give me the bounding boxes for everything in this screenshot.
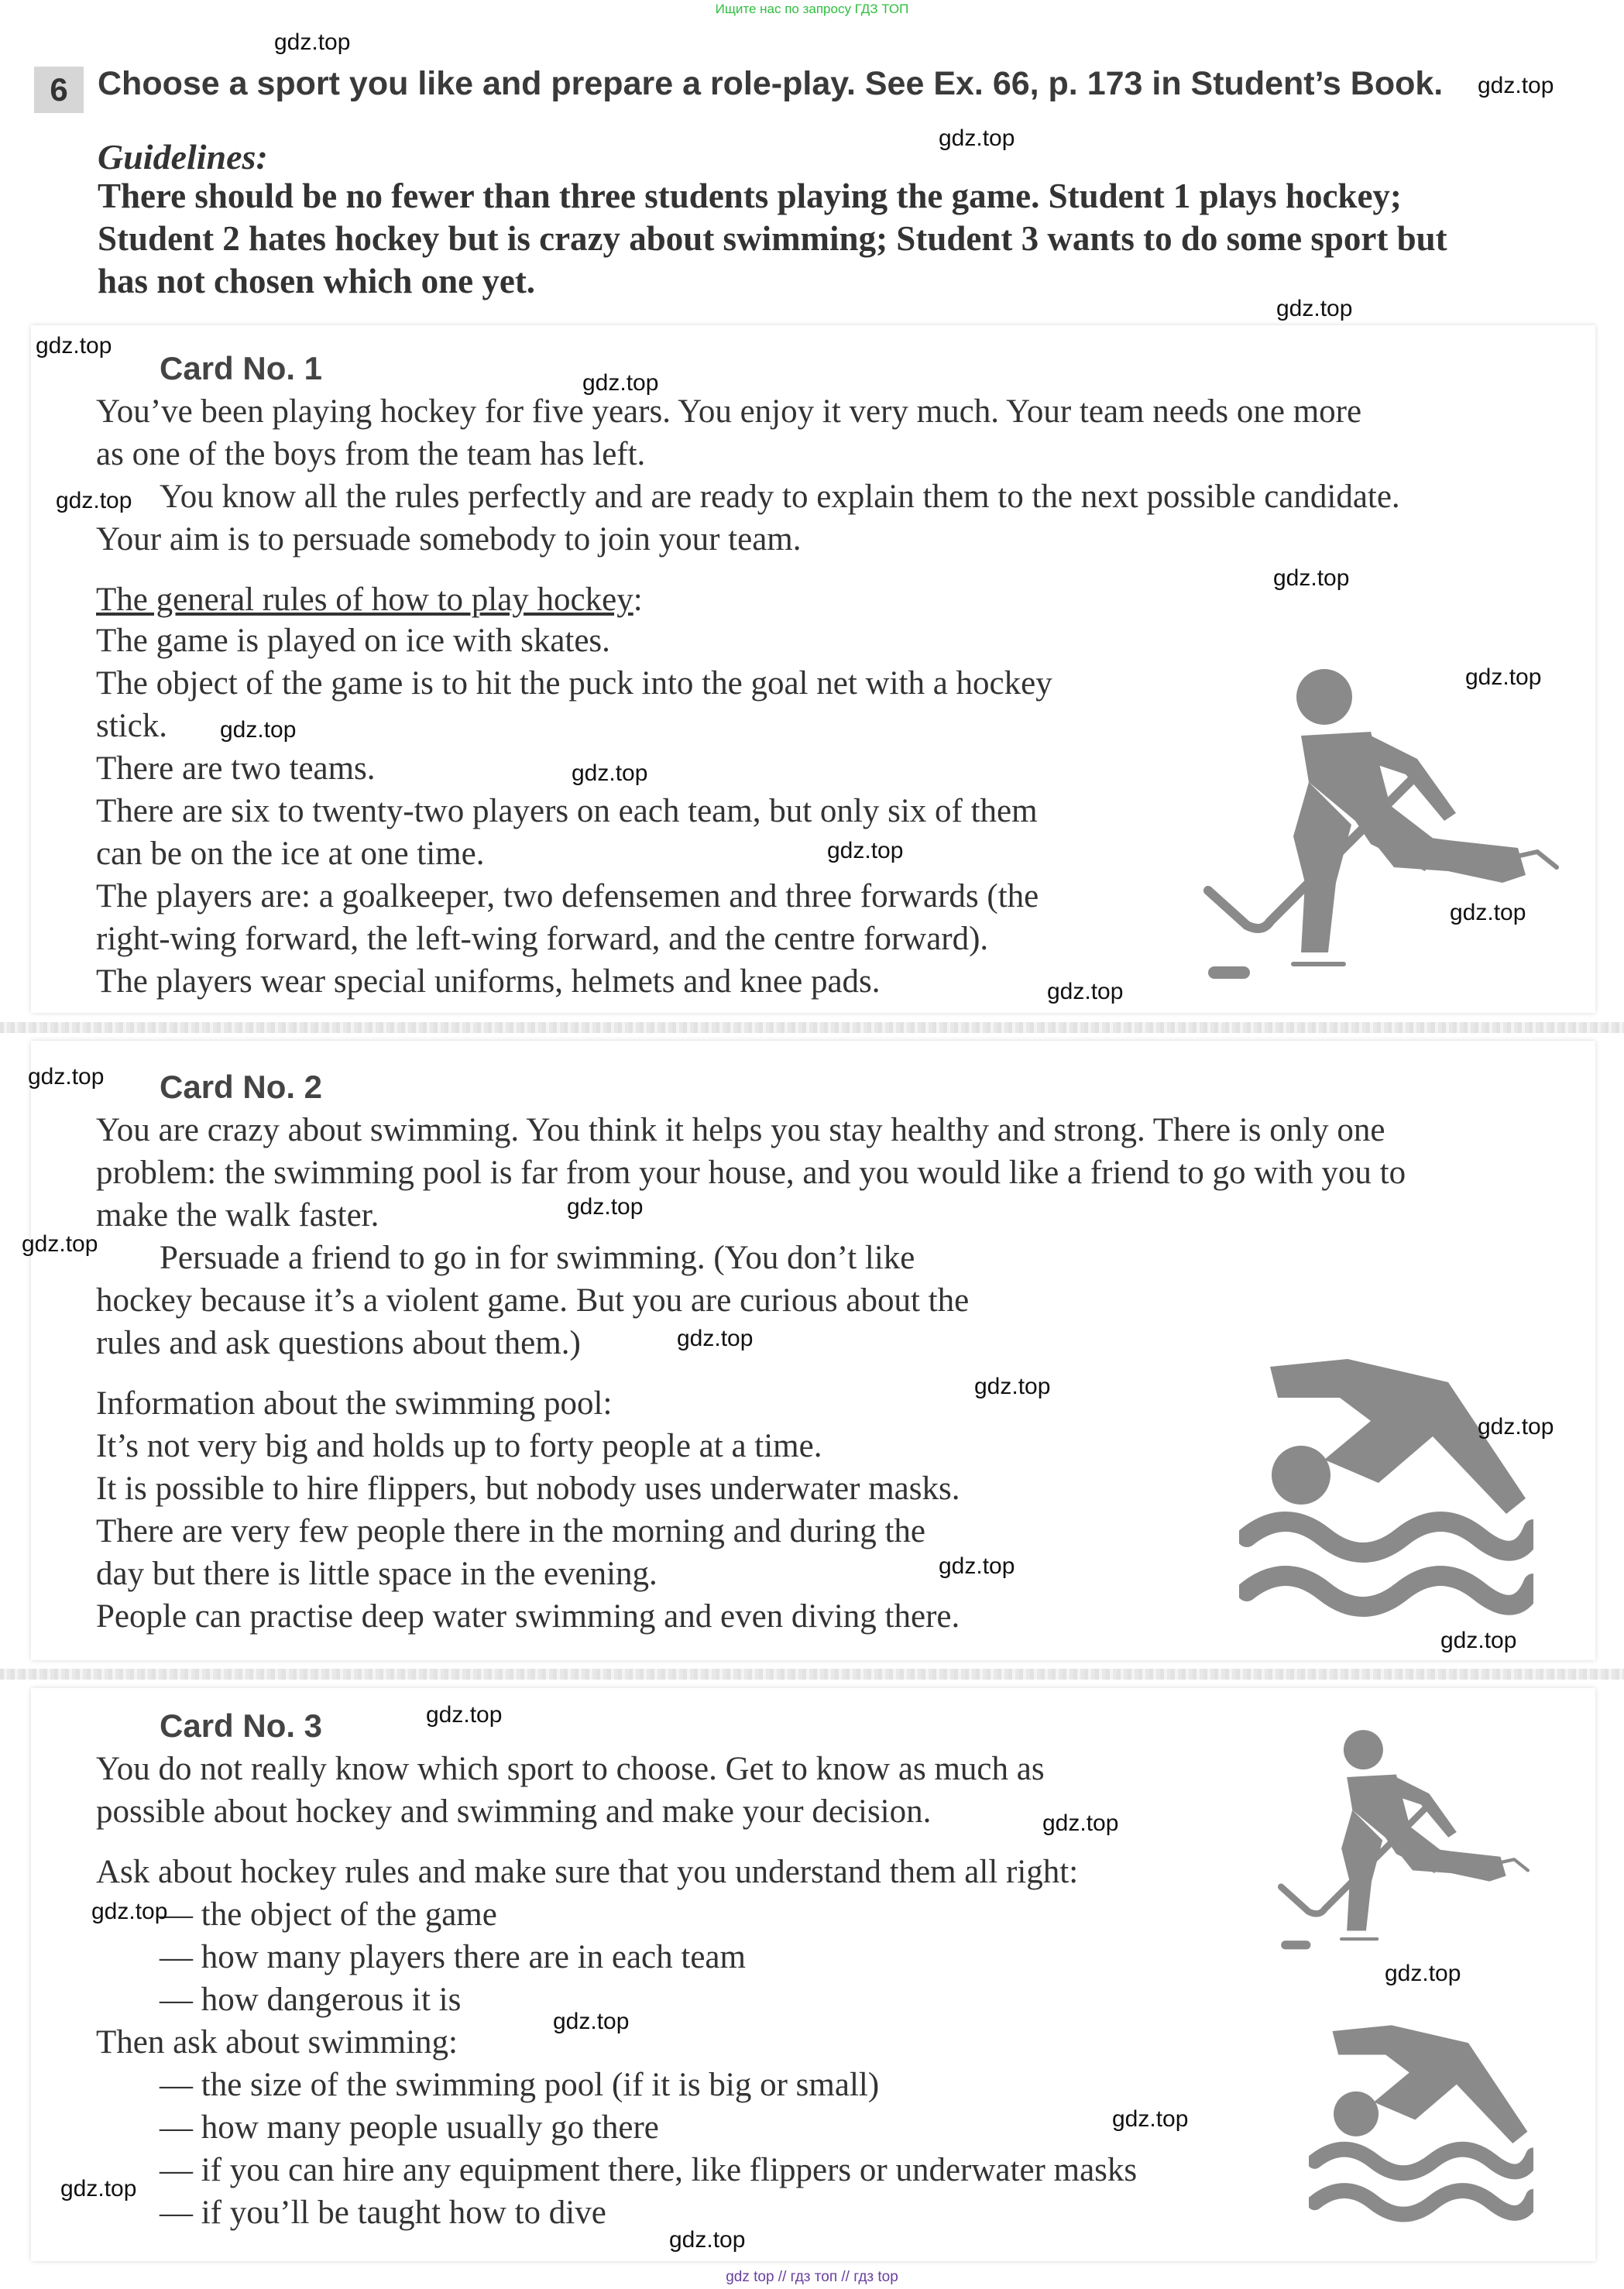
watermark: gdz.top bbox=[939, 1553, 1015, 1579]
watermark: gdz.top bbox=[60, 2176, 137, 2201]
watermark: gdz.top bbox=[36, 333, 112, 359]
card-1-rule: There are six to twenty-two players on each team, but only six of them bbox=[96, 793, 1038, 829]
card-2-intro-line: problem: the swimming pool is far from your house, and you would like a friend to go with you to bbox=[96, 1155, 1406, 1191]
guidelines-line: There should be no fewer than three students playing the game. Student 1 plays hockey; bbox=[98, 177, 1402, 215]
watermark: gdz.top bbox=[582, 370, 659, 396]
card-1-rule: stick. bbox=[96, 708, 167, 744]
card-3-hockey-item: — how many players there are in each team bbox=[160, 1939, 746, 1975]
card-1-rule: can be on the ice at one time. bbox=[96, 836, 485, 872]
card-1-rule: The game is played on ice with skates. bbox=[96, 623, 610, 659]
swimmer-icon bbox=[1239, 1344, 1533, 1622]
watermark: gdz.top bbox=[56, 488, 132, 513]
card-2-intro-line: rules and ask questions about them.) bbox=[96, 1325, 581, 1361]
card-1-intro-line: as one of the boys from the team has left. bbox=[96, 436, 646, 472]
card-2-intro-line: hockey because it’s a violent game. But you are curious about the bbox=[96, 1282, 970, 1319]
card-3-swim-item: — how many people usually go there bbox=[160, 2109, 659, 2146]
watermark: gdz.top bbox=[1440, 1628, 1517, 1653]
watermark: gdz.top bbox=[572, 760, 648, 786]
watermark: gdz.top bbox=[669, 2227, 746, 2253]
hockey-player-icon bbox=[1270, 1727, 1533, 1959]
card-1-rules-heading bbox=[96, 578, 643, 621]
watermark: gdz.top bbox=[1112, 2106, 1189, 2132]
watermark: gdz.top bbox=[1273, 565, 1350, 591]
card-3-hockey-prompt: Ask about hockey rules and make sure that you understand them all right: bbox=[96, 1854, 1079, 1890]
watermark: gdz.top bbox=[91, 1899, 168, 1924]
card-1-intro-line: Your aim is to persuade somebody to join your team. bbox=[96, 521, 802, 558]
guidelines-heading: Guidelines: bbox=[98, 137, 268, 177]
card-1-title: Card No. 1 bbox=[160, 350, 323, 386]
card-3-intro-line: You do not really know which sport to choose. Get to know as much as bbox=[96, 1751, 1045, 1787]
card-2-pool-fact: It’s not very big and holds up to forty people at a time. bbox=[96, 1428, 822, 1464]
watermark: gdz.top bbox=[426, 1702, 503, 1728]
card-2-title: Card No. 2 bbox=[160, 1069, 323, 1105]
card-2-intro-line: Persuade a friend to go in for swimming. (You don’t like bbox=[160, 1240, 915, 1276]
watermark: gdz.top bbox=[677, 1326, 754, 1351]
watermark: gdz.top bbox=[1465, 664, 1542, 690]
watermark: gdz.top bbox=[22, 1231, 98, 1257]
card-2-pool-fact: People can practise deep water swimming and even diving there. bbox=[96, 1598, 960, 1635]
rules-heading-colon: : bbox=[633, 582, 643, 618]
card-2-pool-fact: It is possible to hire flippers, but nobody uses underwater masks. bbox=[96, 1471, 960, 1507]
swimmer-icon bbox=[1309, 2013, 1533, 2226]
card-3-swim-prompt: Then ask about swimming: bbox=[96, 2024, 458, 2061]
card-1-intro-line: You’ve been playing hockey for five years. You enjoy it very much. Your team needs one more bbox=[96, 393, 1362, 430]
card-2-pool-heading: Information about the swimming pool: bbox=[96, 1385, 613, 1422]
card-2-intro-line: make the walk faster. bbox=[96, 1197, 379, 1234]
watermark: gdz.top bbox=[28, 1064, 105, 1090]
card-3-swim-item: — the size of the swimming pool (if it is big or small) bbox=[160, 2067, 880, 2103]
watermark: gdz.top bbox=[827, 838, 904, 863]
card-2-pool-fact: day but there is little space in the evening. bbox=[96, 1556, 657, 1592]
watermark: gdz.top bbox=[1478, 73, 1554, 98]
exercise-number: 6 bbox=[34, 67, 84, 113]
footer-note: gdz top // гдз топ // гдз top bbox=[726, 2269, 898, 2285]
watermark: gdz.top bbox=[274, 29, 351, 55]
top-search-note: Ищите нас по запросу ГДЗ ТОП bbox=[715, 2, 909, 16]
watermark: gdz.top bbox=[1478, 1414, 1554, 1440]
watermark: gdz.top bbox=[553, 2009, 630, 2034]
card-1-rule: The players wear special uniforms, helmets and knee pads. bbox=[96, 963, 881, 1000]
rules-heading-text: The general rules of how to play hockey bbox=[96, 582, 633, 618]
card-1-intro-line: You know all the rules perfectly and are ready to explain them to the next possible candidate. bbox=[160, 479, 1400, 515]
card-1-rule: The object of the game is to hit the puck into the goal net with a hockey bbox=[96, 665, 1052, 702]
card-1-rule: The players are: a goalkeeper, two defensemen and three forwards (the bbox=[96, 878, 1039, 915]
watermark: gdz.top bbox=[974, 1374, 1051, 1399]
card-1-rule: right-wing forward, the left-wing forward, and the centre forward). bbox=[96, 921, 989, 957]
card-2-intro-line: You are crazy about swimming. You think it helps you stay healthy and strong. There is only one bbox=[96, 1112, 1385, 1148]
hockey-player-icon bbox=[1193, 666, 1564, 991]
guidelines-line: Student 2 hates hockey but is crazy about swimming; Student 3 wants to do some sport but bbox=[98, 219, 1447, 258]
watermark: gdz.top bbox=[1276, 296, 1353, 321]
card-separator bbox=[0, 1022, 1624, 1033]
card-3-swim-item: — if you can hire any equipment there, like flippers or underwater masks bbox=[160, 2152, 1138, 2188]
card-3-hockey-item: — the object of the game bbox=[160, 1896, 497, 1933]
watermark: gdz.top bbox=[220, 717, 297, 743]
watermark: gdz.top bbox=[1385, 1961, 1461, 1986]
guidelines-line: has not chosen which one yet. bbox=[98, 262, 536, 300]
exercise-title: Choose a sport you like and prepare a role-play. See Ex. 66, p. 173 in Student’s Book. bbox=[98, 65, 1444, 102]
card-2-pool-fact: There are very few people there in the morning and during the bbox=[96, 1513, 925, 1549]
card-1-rule: There are two teams. bbox=[96, 750, 376, 787]
card-3-title: Card No. 3 bbox=[160, 1707, 323, 1744]
watermark: gdz.top bbox=[1047, 979, 1124, 1004]
guidelines-text bbox=[98, 175, 1592, 303]
watermark: gdz.top bbox=[1450, 900, 1526, 925]
card-3-intro-line: possible about hockey and swimming and make your decision. bbox=[96, 1793, 932, 1830]
watermark: gdz.top bbox=[567, 1194, 644, 1220]
card-3-hockey-item: — how dangerous it is bbox=[160, 1982, 462, 2018]
watermark: gdz.top bbox=[939, 125, 1015, 151]
card-separator bbox=[0, 1669, 1624, 1680]
watermark: gdz.top bbox=[1042, 1810, 1119, 1836]
card-3-swim-item: — if you’ll be taught how to dive bbox=[160, 2195, 606, 2231]
